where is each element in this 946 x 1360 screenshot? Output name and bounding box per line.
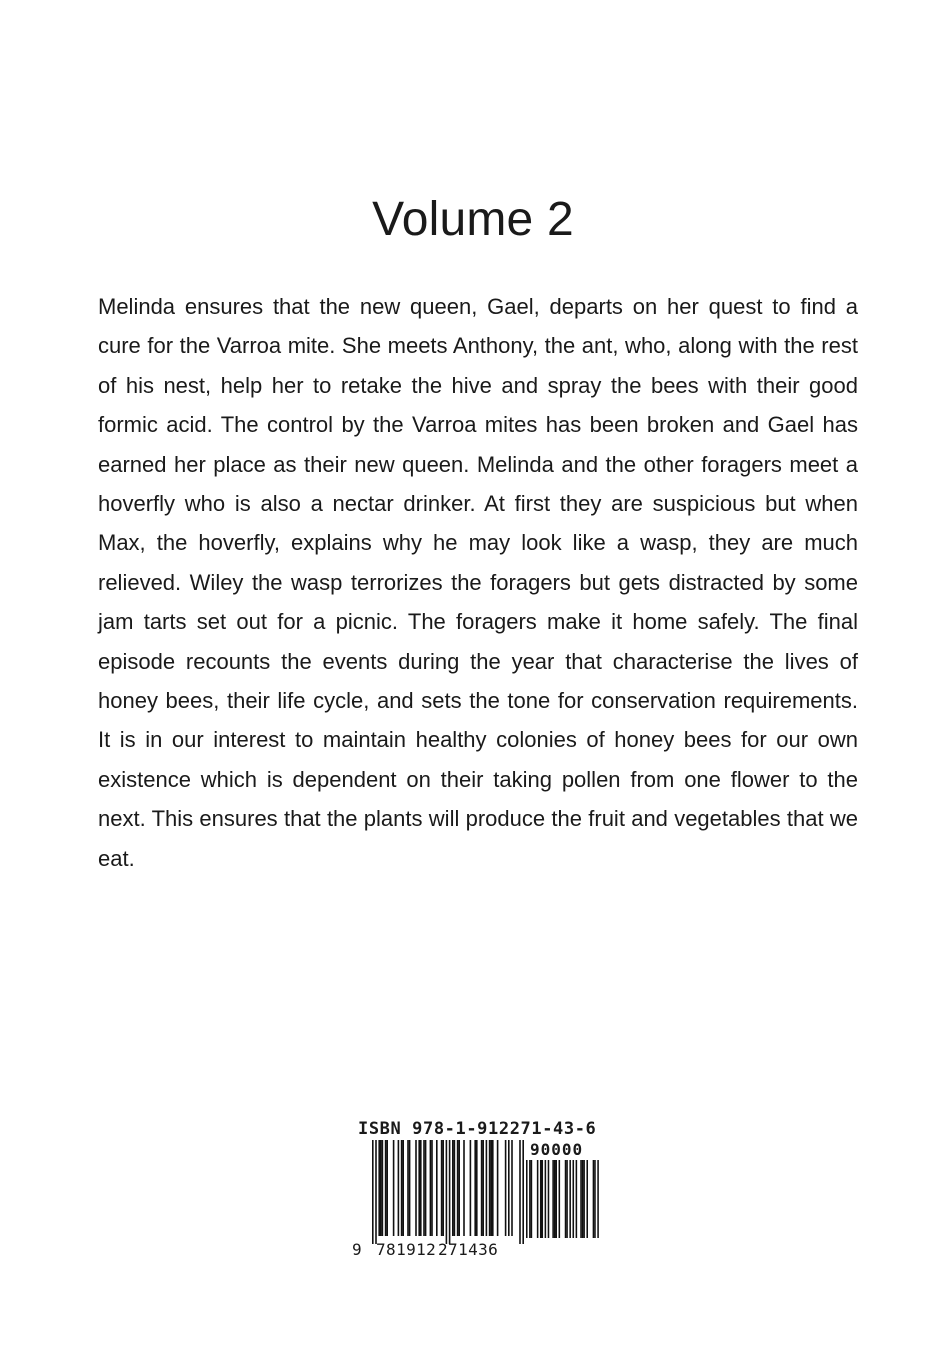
barcode-bar [511,1140,513,1236]
ean-first-digit: 9 [352,1240,362,1259]
addon-bar [593,1160,595,1238]
volume-title: Volume 2 [372,193,574,246]
addon-bar [529,1160,531,1238]
addon-bar [569,1160,571,1238]
addon-bar [552,1160,554,1238]
addon-bar [555,1160,557,1238]
barcode-bar [441,1140,443,1236]
addon-bar [531,1160,533,1238]
barcode-bar [476,1140,478,1236]
addon-bar [580,1160,582,1238]
barcode-bar [425,1140,427,1236]
barcode-bar [486,1140,488,1236]
barcode-bar [454,1140,456,1236]
addon-bar [576,1160,578,1238]
addon-bar [545,1160,547,1238]
barcode-bar [457,1140,459,1236]
addon-bar [542,1160,544,1238]
barcode-bar [458,1140,460,1236]
addon-bar [566,1160,568,1238]
barcode-bar [380,1140,382,1236]
barcode-bar [490,1140,492,1236]
addon-bar [573,1160,575,1238]
barcode-bar [436,1140,438,1236]
barcode-bar [442,1140,444,1236]
barcode-bar [508,1140,510,1236]
barcode-bar [431,1140,433,1236]
barcode-bar [452,1140,454,1236]
barcode-bar [375,1140,377,1244]
barcode-bar [449,1140,451,1244]
barcode-bar [386,1140,388,1236]
addon-bar [583,1160,585,1238]
barcode-bar [378,1140,380,1236]
barcode-bar [409,1140,411,1236]
addon-bar [526,1160,528,1238]
synopsis-text: Melinda ensures that the new queen, Gael, departs on her quest to find a cure for the Varroa mite. She meets Anthony, the ant, who, along with the rest of his nest, help her to retake the hive and spray the bees with their good formic acid. The control by the Varroa mites has been broken and Gael has earned her place as their new queen. Melinda and the other foragers meet a hoverfly who is also a nectar drinker. At first they are suspicious but when Max, the hoverfly, explains why he may look like a wasp, they are much relieved. Wiley the wasp terrorizes the foragers but gets distracted by some jam tarts set out for a picnic. The foragers make it home safely. The final episode recounts the events during the year that characterise the lives of honey bees, their life cycle, and sets the tone for conservation requirements. It is in our interest to maintain healthy colonies of honey bees for our own existence which is dependent on their taking pollen from one flower to the next. This ensures that the plants will produce the fruit and vegetables that we eat. [98,294,858,871]
barcode-bar [420,1140,422,1236]
addon-bar [537,1160,539,1238]
barcode-bar [407,1140,409,1236]
barcode-bar [492,1140,494,1236]
barcode-bar [382,1140,384,1236]
barcode-bar [446,1140,448,1244]
barcode-bar [418,1140,420,1236]
barcode-bar [402,1140,404,1236]
addon-bar [565,1160,567,1238]
barcode-bar [522,1140,524,1244]
barcode-bar [482,1140,484,1236]
barcode-bar [423,1140,425,1236]
addon-bar [559,1160,561,1238]
barcode-bar [398,1140,400,1236]
addon-bar [594,1160,596,1238]
addon-bar [554,1160,556,1238]
barcode-bar [481,1140,483,1236]
addon-bar [597,1160,599,1238]
barcode-bar [474,1140,476,1236]
barcode-bar [497,1140,499,1236]
addon-bar [540,1160,542,1238]
barcode-bar [463,1140,465,1236]
addon-bar [582,1160,584,1238]
ean-right-group: 271436 [438,1240,499,1259]
barcode-bar [393,1140,395,1236]
barcode-bar [519,1140,521,1244]
barcode-bar [505,1140,507,1236]
barcode-bar [415,1140,417,1236]
isbn-label: ISBN 978-1-912271-43-6 [358,1119,597,1139]
barcode-bars [350,1140,600,1244]
addon-bar [548,1160,550,1238]
barcode-bar [430,1140,432,1236]
barcode-bar [385,1140,387,1236]
addon-bar [586,1160,588,1238]
barcode-bar [372,1140,374,1244]
barcode-bar [489,1140,491,1236]
barcode-bar [470,1140,472,1236]
price-addon-digits: 90000 [530,1140,584,1159]
isbn-barcode [350,1118,600,1266]
barcode-bar [401,1140,403,1236]
ean-left-group: 781912 [376,1240,437,1259]
